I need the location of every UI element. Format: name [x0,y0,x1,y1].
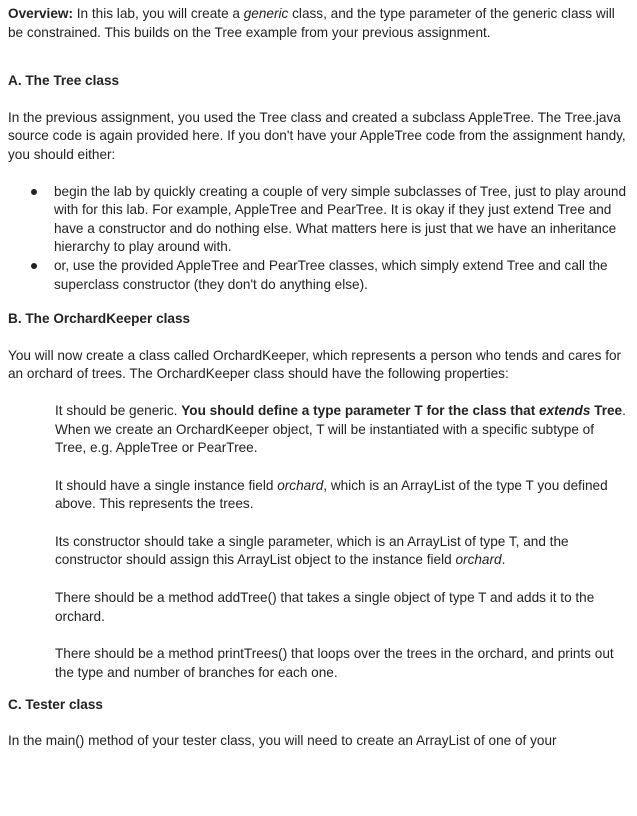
overview-label: Overview: [8,6,73,21]
property-generic: It should be generic. You should define a type parameter T for the class that extends Tree. When we create an OrchardKeeper object, T will be instantiated with a specific subtype of Tree, e.g. AppleTree or PearTree. [55,402,626,456]
bullet-list [8,183,630,295]
property-constructor: Its constructor should take a single parameter, which is an ArrayList of type T, and the constructor should assign this ArrayList object to the instance field orchard. [55,533,569,568]
section-a-intro: In the previous assignment, you used the Tree class and created a subclass AppleTree. The Tree.java source code is again provided here. If you don't have your AppleTree code from the assignment handy, you should either: [8,109,626,162]
property-addtree: There should be a method addTree() that takes a single object of type T and adds it to the orchard. [55,590,595,624]
section-c-intro: In the main() method of your tester class, you will need to create an ArrayList of one of your [8,733,557,749]
type-parameter-requirement: You should define a type parameter T for the class that extends Tree [181,402,623,418]
generic-term: generic [243,6,289,21]
section-c-heading: C. Tester class [8,697,103,713]
property-field: It should have a single instance field orchard, which is an ArrayList of the type T you defined above. This represents the trees. [55,477,608,512]
section-b-intro: You will now create a class called OrchardKeeper, which represents a person who tends and cares for an orchard of trees. The OrchardKeeper class should have the following properties: [8,347,622,382]
overview-paragraph: Overview: In this lab, you will create a generic class, and the type parameter of the generic class will be constrained. This builds on the Tree example from your previous assignment. [8,6,615,40]
property-printtrees: There should be a method printTrees() that loops over the trees in the orchard, and prints out the type and number of branches for each one. [55,646,614,680]
section-a-heading: A. The Tree class [8,73,120,89]
list-item: begin the lab by quickly creating a couple of very simple subclasses of Tree, just to play around with for this lab. For example, AppleTree and PearTree. It is okay if they just extend Tree and have a constructor and do nothing else. What matters here is just that we have an inheritance hierarchy to play around with. [54,183,630,257]
properties-list [55,402,627,683]
section-b-heading: B. The OrchardKeeper class [8,311,191,327]
document [8,5,630,751]
list-item: or, use the provided AppleTree and PearTree classes, which simply extend Tree and call the superclass constructor (they don't do anything else). [54,257,630,294]
